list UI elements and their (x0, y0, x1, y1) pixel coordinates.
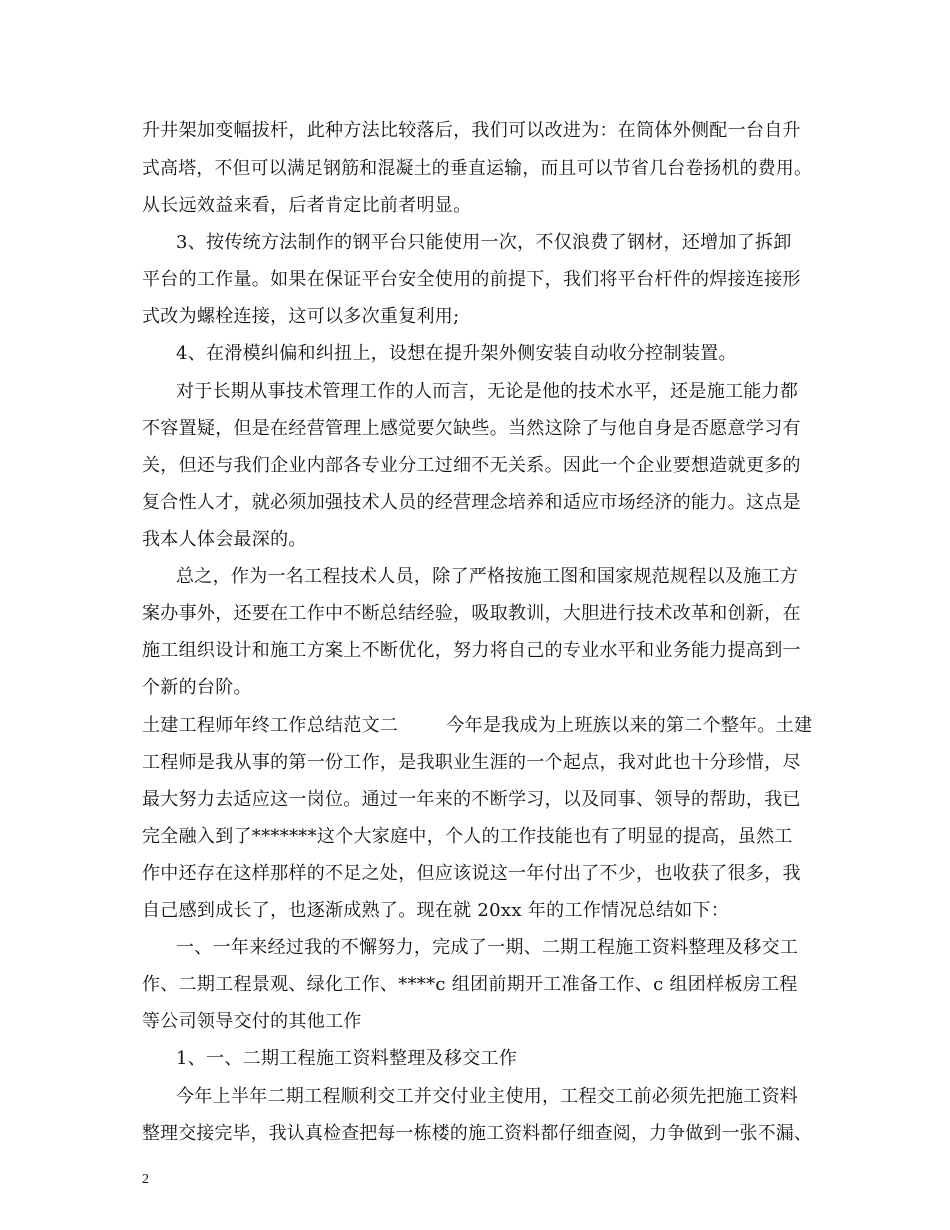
text-line: 整理交接完毕，我认真检查把每一栋楼的施工资料都仔细查阅，力争做到一张不漏、 (142, 1123, 813, 1144)
text-line: 工程师是我从事的第一份工作，是我职业生涯的一个起点，我对此也十分珍惜，尽 (142, 752, 801, 773)
text-line: 一、一年来经过我的不懈努力，完成了一期、二期工程施工资料整理及移交工 (176, 937, 799, 958)
text-line: 作、二期工程景观、绿化工作、****c 组团前期开工准备工作、c 组团样板房工程 (142, 974, 798, 995)
text-line: 今年上半年二期工程顺利交工并交付业主使用，工程交工前必须先把施工资料 (176, 1086, 799, 1107)
text-line: 复合性人才，就必须加强技术人员的经营理念培养和适应市场经济的能力。这点是 (142, 492, 801, 513)
text-line: 完全融入到了*******这个大家庭中，个人的工作技能也有了明显的提高，虽然工 (142, 826, 793, 847)
text-line: 我本人体会最深的。 (142, 529, 307, 550)
text-line: 关，但还与我们企业内部各专业分工过细不无关系。因此一个企业要想造就更多的 (142, 455, 801, 476)
text-line: 4、在滑模纠偏和纠扭上，设想在提升架外侧安装自动收分控制装置。 (176, 343, 737, 364)
text-line: 从长远效益来看，后者肯定比前者明显。 (142, 195, 472, 216)
text-line: 施工组织设计和施工方案上不断优化，努力将自己的专业水平和业务能力提高到一 (142, 640, 801, 661)
text-line: 对于长期从事技术管理工作的人而言，无论是他的技术水平，还是施工能力都 (176, 381, 799, 402)
text-line: 作中还存在这样那样的不足之处，但应该说这一年付出了不少，也收获了很多，我 (142, 863, 801, 884)
text-line: 升井架加变幅拔杆，此种方法比较落后，我们可以改进为：在筒体外侧配一台自升 (142, 120, 801, 141)
section-heading-line: 土建工程师年终工作总结范文二 今年是我成为上班族以来的第二个整年。土建 (142, 715, 813, 736)
text-line: 不容置疑，但是在经营管理上感觉要欠缺些。当然这除了与他自身是否愿意学习有 (142, 418, 801, 439)
text-line: 等公司领导交付的其他工作 (142, 1011, 362, 1032)
text-line: 式改为螺栓连接，这可以多次重复利用; (142, 306, 460, 327)
text-line: 总之，作为一名工程技术人员，除了严格按施工图和国家规范规程以及施工方 (176, 566, 799, 587)
text-line: 案办事外，还要在工作中不断总结经验，吸取教训，大胆进行技术改革和创新，在 (142, 603, 801, 624)
text-line: 1、一、二期工程施工资料整理及移交工作 (176, 1048, 518, 1069)
text-line: 3、按传统方法制作的钢平台只能使用一次，不仅浪费了钢材，还增加了拆卸 (176, 232, 792, 253)
text-line: 式高塔，不但可以满足钢筋和混凝土的垂直运输，而且可以节省几台卷扬机的费用。 (142, 158, 813, 179)
text-line: 最大努力去适应这一岗位。通过一年来的不断学习，以及同事、领导的帮助，我已 (142, 789, 801, 810)
page-number: 2 (142, 1172, 149, 1187)
text-line: 平台的工作量。如果在保证平台安全使用的前提下，我们将平台杆件的焊接连接形 (142, 269, 801, 290)
text-line: 自己感到成长了，也逐渐成熟了。现在就 20xx 年的工作情况总结如下： (142, 900, 730, 921)
text-line: 个新的台阶。 (142, 677, 252, 698)
